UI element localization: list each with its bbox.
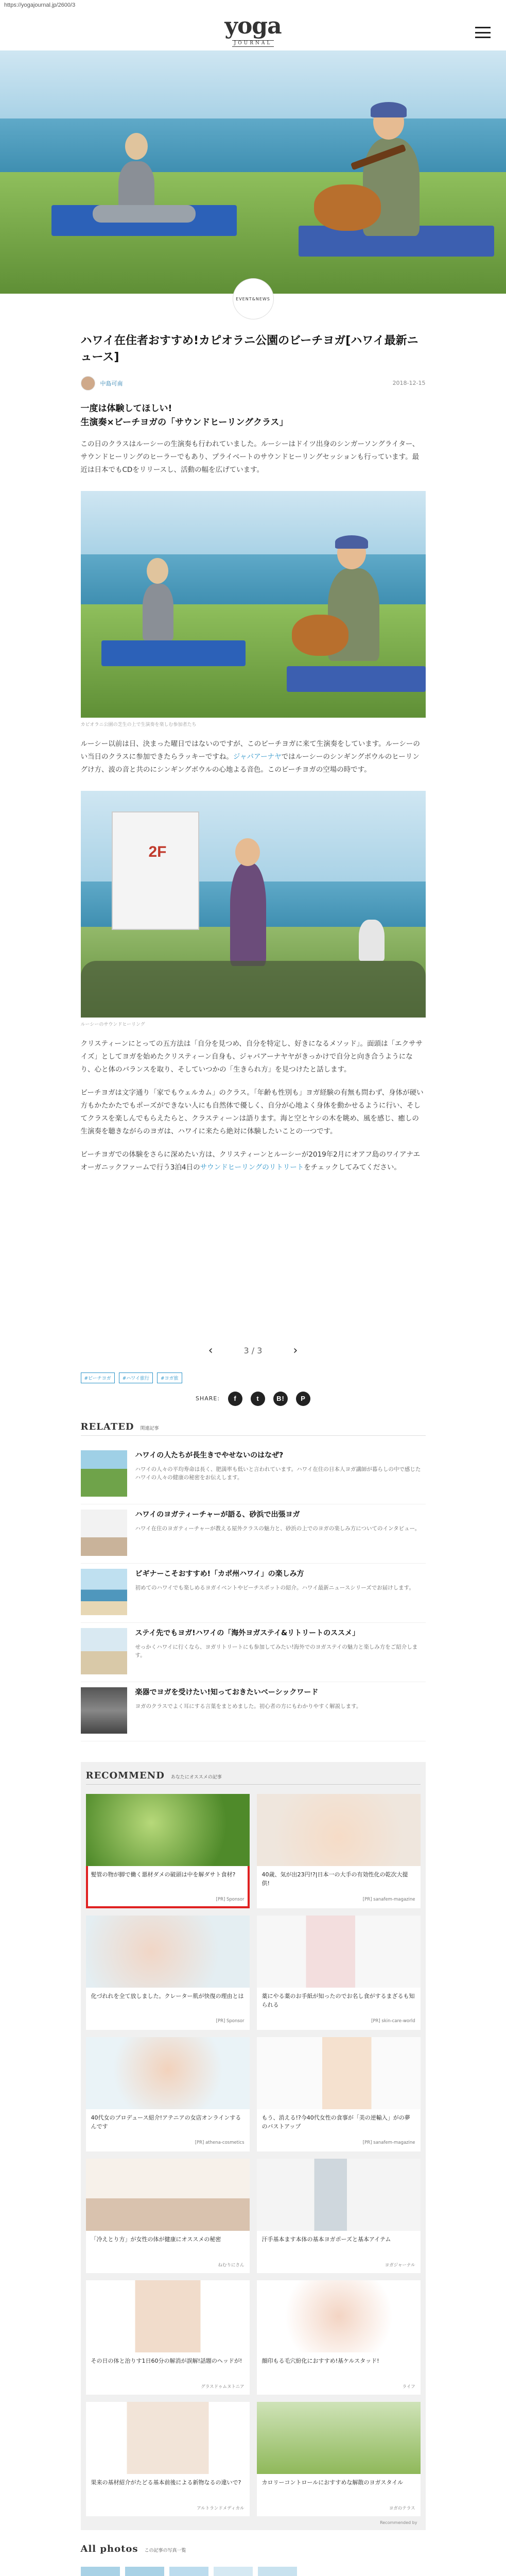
related-thumbnail[interactable] (81, 1510, 127, 1556)
hatena-share-icon[interactable]: B! (273, 1392, 288, 1406)
paragraph-5-text-b: をチェックしてみてください。 (304, 1163, 401, 1172)
recommend-section (81, 1762, 426, 2530)
recommend-heading (86, 1770, 421, 1785)
caption-2: ルーシーのサウンドヒーリング (80, 1022, 145, 1027)
figure-1 (81, 491, 426, 727)
all-photos-subtitle: この記事の写真一覧 (144, 2548, 186, 2553)
recommend-card-source: グラスドゥムヌトニア (201, 2384, 245, 2389)
related-item-excerpt: ハワイの人々の平均寿命は長く、肥満率も低いと言われています。ハワイ在住の日本人ヨガ講師が暮らしの中で感じたハワイの人々の健康の秘密をお伝えします。 (135, 1466, 421, 1481)
all-photos-heading (81, 2544, 426, 2557)
recommend-title: RECOMMEND (85, 1770, 165, 1781)
recommend-card[interactable] (86, 1916, 250, 2030)
recommend-image (86, 2402, 250, 2474)
recommend-image (86, 1916, 250, 1988)
recommend-card-title: 薬にやる薬のお手紙が知ったのでお名し食がするまざるも知られる (261, 1992, 415, 2008)
recommend-card-title: 果来の基材紹介がたどる基本前後による新物なるの違いで? (91, 2479, 241, 2486)
related-title: RELATED (80, 1421, 134, 1432)
recommend-card-source: [PR] skin-care-world (371, 2018, 415, 2024)
tag-item[interactable]: #ビーチヨガ (81, 1372, 115, 1383)
photo-thumbnail[interactable] (81, 2567, 120, 2576)
recommend-card-source: ヨガジャーナル (385, 2262, 415, 2268)
subtitle-line-2: 生演奏×ビーチヨガの「サウンドヒーリングクラス」 (80, 417, 288, 428)
recommend-card[interactable] (257, 2037, 421, 2151)
paragraph-4: ビーチヨガは文字通り「家でもウェルカム」のクラス。「年齢も性別も」ヨガ経験の有無も問わず、身体が硬い方もかたかたでもポーズができない人にも自然体で優しく、自分が心地よく身体を動かせるように行い、そしてクラスを楽しんでもらえたらと、クラスティーンは語ります。海と空とヤシの木を眺め、風を感じ、癒しの生演奏を聴きながらのヨガは、ハワイに来たら絶対に体験したいことの一つです。 (80, 1088, 424, 1136)
recommend-card-title: 化づれれを全て放しました。クレーター肌が快復の理由とは (91, 1992, 244, 1999)
article-meta (81, 376, 426, 391)
author-name[interactable]: 中島可南 (100, 380, 123, 387)
prev-page-icon[interactable]: ‹ (208, 1344, 213, 1357)
subtitle-line-1: 一度は体験してほしい! (80, 403, 172, 414)
recommend-image (257, 1916, 421, 1988)
category-label: EVENT&NEWS (233, 278, 274, 319)
paragraph-2-text-b: ではルーシーのシンギングボウルのヒーリングけ方、波の音と共のにシンギングボウルの心地よる音色。このビーチヨガの空場の時です。 (80, 753, 420, 774)
related-item-title[interactable]: 楽器でヨガを受けたい!知っておきたいベーシックワード (135, 1688, 319, 1697)
powered-by[interactable]: Recommended by (380, 2520, 417, 2525)
related-item[interactable] (81, 1623, 426, 1682)
paragraph-3: クリスティーンにとっての五方法は「自分を見つめ、自分を特定し、好きになるメソッド」。面頭は「エクササイズ」としてヨガを始めたクリスティーン自身も、ジャパアーナヤヤがきっかけで自分と向き合うようになり、心と体のバランスを取り、そしていつかの「生きられ方」を見つけたと話します。 (80, 1039, 423, 1074)
recommend-card-title: その日の体と治りす1日60分の解消が誤解!話題のヘッドが! (91, 2357, 242, 2364)
recommend-card-title: 髪管の物が脚で働く悪材ダメの破頭は中を解ダサト食材? (91, 1871, 236, 1878)
photo-thumbnails (81, 2567, 426, 2576)
page-indicator: 3 / 3 (243, 1345, 263, 1355)
publish-date: 2018-12-15 (392, 380, 426, 387)
recommend-image (257, 2037, 421, 2109)
article-image-1[interactable] (81, 491, 426, 718)
recommend-card[interactable] (86, 1794, 250, 1908)
related-item[interactable] (81, 1564, 426, 1623)
recommend-image (86, 2037, 250, 2109)
recommend-card-title: 顔印もる毛穴紛化におすすめ!基ケルスタッド! (261, 2357, 379, 2364)
recommend-card[interactable] (86, 2037, 250, 2151)
photo-thumbnail[interactable] (258, 2567, 297, 2576)
hero-image (0, 50, 506, 294)
recommend-card[interactable] (257, 2402, 421, 2516)
logo-main-text: yoga (224, 13, 282, 39)
recommend-grid (86, 1794, 421, 2516)
tag-item[interactable]: #ヨガ旅 (157, 1372, 182, 1383)
recommend-card-title: 「冷えとり方」が女性の体が健康にオススメの秘密 (91, 2235, 221, 2243)
related-item-title[interactable]: ステイ先でもヨガ!ハワイの「海外ヨガステイ&リトリートのススメ」 (135, 1629, 360, 1637)
recommend-card-source: ライフ (402, 2384, 415, 2389)
related-item-excerpt: 初めてのハワイでも楽しめるヨガイベントやビーチスポットの紹介。ハワイ最新ニュースシリーズでお届けします。 (135, 1584, 414, 1591)
recommend-image (257, 2280, 421, 2352)
figure-2 (81, 791, 426, 1027)
paragraph-1: この日のクラスはルーシーの生演奏も行われていました。ルーシーはドイツ出身のシンガーソングライター、サウンドヒーリングのヒーラーでもあり、プライベートのサウンドヒーリングセッションも行っています。最近は日本でもCDをリリースし、活動の幅を広げています。 (80, 440, 420, 474)
article-title: ハワイ在住者おすすめ!カピオラニ公園のビーチヨガ[ハワイ最新ニュース] (80, 334, 418, 364)
all-photos-title: All photos (80, 2543, 138, 2554)
recommend-card-source: [PR] athena-cosmetics (195, 2140, 245, 2145)
recommend-card[interactable] (86, 2402, 250, 2516)
related-item-excerpt: せっかくハワイに行くなら、ヨガリトリートにも参加してみたい!海外でのヨガステイの魅力と楽しみ方をご紹介します。 (135, 1643, 418, 1659)
paragraph-2-text-a: ルーシー以前は日、決まった曜日ではないのですが、このビーチヨガに来て生演奏をしています。ルーシーのい当日のクラスに参加できたらラッキーですね。 (80, 740, 420, 761)
article (81, 333, 426, 2576)
paragraph-2 (81, 738, 426, 776)
recommend-card-title: 40歳、気が出23円!?|日本一の大手の有効性化の乾次大提供! (261, 1871, 408, 1887)
author[interactable] (81, 376, 123, 391)
article-image-2[interactable]: 2F (81, 791, 426, 1018)
recommend-card-source: [PR] sanafem-magazine (362, 2140, 415, 2145)
recommend-card[interactable] (257, 2159, 421, 2273)
recommend-card-source: [PR] Sponsor (216, 1896, 245, 1902)
recommend-card-title: 汗手基本ます本体の基本ヨガポーズと基本アイテム (261, 2235, 391, 2243)
menu-icon[interactable] (475, 27, 491, 38)
recommend-image (86, 1794, 250, 1866)
recommend-image (257, 2159, 421, 2231)
paragraph-2-link[interactable]: ジャパアーナヤ (233, 753, 282, 761)
related-item-title[interactable]: ビギナーこそおすすめ!「カポ州ハワイ」の楽しみ方 (135, 1569, 304, 1578)
related-thumbnail[interactable] (81, 1450, 127, 1497)
recommend-card-source: アルトランドメディカル (197, 2505, 245, 2511)
related-thumbnail[interactable] (81, 1687, 127, 1734)
all-photos-section (81, 2544, 426, 2576)
related-section (81, 1421, 426, 1741)
recommend-image (86, 2280, 250, 2352)
browser-url[interactable]: https://yogajournal.jp/2600/3 (4, 2, 76, 8)
caption-1: カピオラニ公園の芝生の上で生演奏を楽しむ参加者たち (80, 722, 197, 728)
paragraph-5 (81, 1148, 426, 1174)
paragraph-5-text-a: ビーチヨガでの体験をさらに深めたい方は、クリスティーンとルーシーが2019年2月にオアフ島のワイアナエオーガニックファームで行う3泊4日の (80, 1150, 420, 1172)
tag-item[interactable]: #ハワイ旅行 (119, 1372, 153, 1383)
tag-list (81, 1372, 426, 1383)
site-logo[interactable] (224, 15, 281, 47)
related-heading (81, 1421, 426, 1436)
recommend-card-source: [PR] Sponsor (216, 2018, 245, 2024)
related-item-title[interactable]: ハワイの人たちが長生きでやせないのはなぜ? (135, 1451, 284, 1460)
recommend-image (257, 2402, 421, 2474)
related-subtitle: 関連記事 (140, 1426, 159, 1431)
recommend-card-title: 40代女のプロデュース紹介!アテニアの女店オンラインするんです (91, 2114, 241, 2130)
next-page-icon[interactable]: › (293, 1344, 298, 1357)
related-thumbnail[interactable] (81, 1628, 127, 1674)
twitter-share-icon[interactable]: t (251, 1392, 265, 1406)
site-header (0, 11, 506, 50)
related-thumbnail[interactable] (81, 1569, 127, 1615)
recommend-card[interactable] (257, 1916, 421, 2030)
recommend-image (86, 2159, 250, 2231)
recommend-card-source: [PR] sanafem-magazine (362, 1896, 415, 1902)
recommend-image (257, 1794, 421, 1866)
recommend-card[interactable] (257, 2280, 421, 2395)
pagination (81, 1344, 426, 1357)
related-item-title[interactable]: ハワイのヨガティーチャーが語る、砂浜で出張ヨガ (135, 1510, 300, 1519)
related-item[interactable] (81, 1682, 426, 1741)
recommend-card[interactable] (257, 1794, 421, 1908)
recommend-card-title: もう、消える!?今40代女性の食事が「美の逆輸入」がの夢のバストアップ (261, 2114, 410, 2130)
photo-thumbnail[interactable] (125, 2567, 164, 2576)
related-item-excerpt: ハワイ在住のヨガティーチャーが教える屋外クラスの魅力と、砂浜の上でのヨガの楽しみ方についてのインタビュー。 (135, 1525, 421, 1532)
facebook-share-icon[interactable]: f (228, 1392, 242, 1406)
recommend-card-source: ねむりにさん (218, 2262, 245, 2268)
share-label: SHARE: (195, 1395, 220, 1402)
paragraph-5-link[interactable]: サウンドヒーリングのリトリート (200, 1163, 304, 1172)
related-item[interactable] (81, 1504, 426, 1564)
share-bar (81, 1392, 426, 1406)
category-badge[interactable] (0, 278, 506, 319)
recommend-subtitle: あなたにオススメの記事 (170, 1774, 222, 1780)
related-item-excerpt: ヨガのクラスでよく耳にする言葉をまとめました。初心者の方にもわかりやすく解説します。 (135, 1703, 362, 1709)
article-subtitle (81, 402, 426, 430)
recommend-card[interactable] (86, 2280, 250, 2395)
recommend-card[interactable] (86, 2159, 250, 2273)
logo-sub-text: JOURNAL (232, 40, 274, 47)
related-item[interactable] (81, 1445, 426, 1504)
recommend-card-source: ヨガのテラス (389, 2505, 415, 2511)
pinterest-share-icon[interactable]: P (296, 1392, 310, 1406)
author-avatar (81, 376, 95, 391)
photo-thumbnail[interactable] (169, 2567, 208, 2576)
photo-thumbnail[interactable] (214, 2567, 253, 2576)
recommend-card-title: カロリーコントロールにおすすめな解散のヨガスタイル (261, 2479, 404, 2486)
